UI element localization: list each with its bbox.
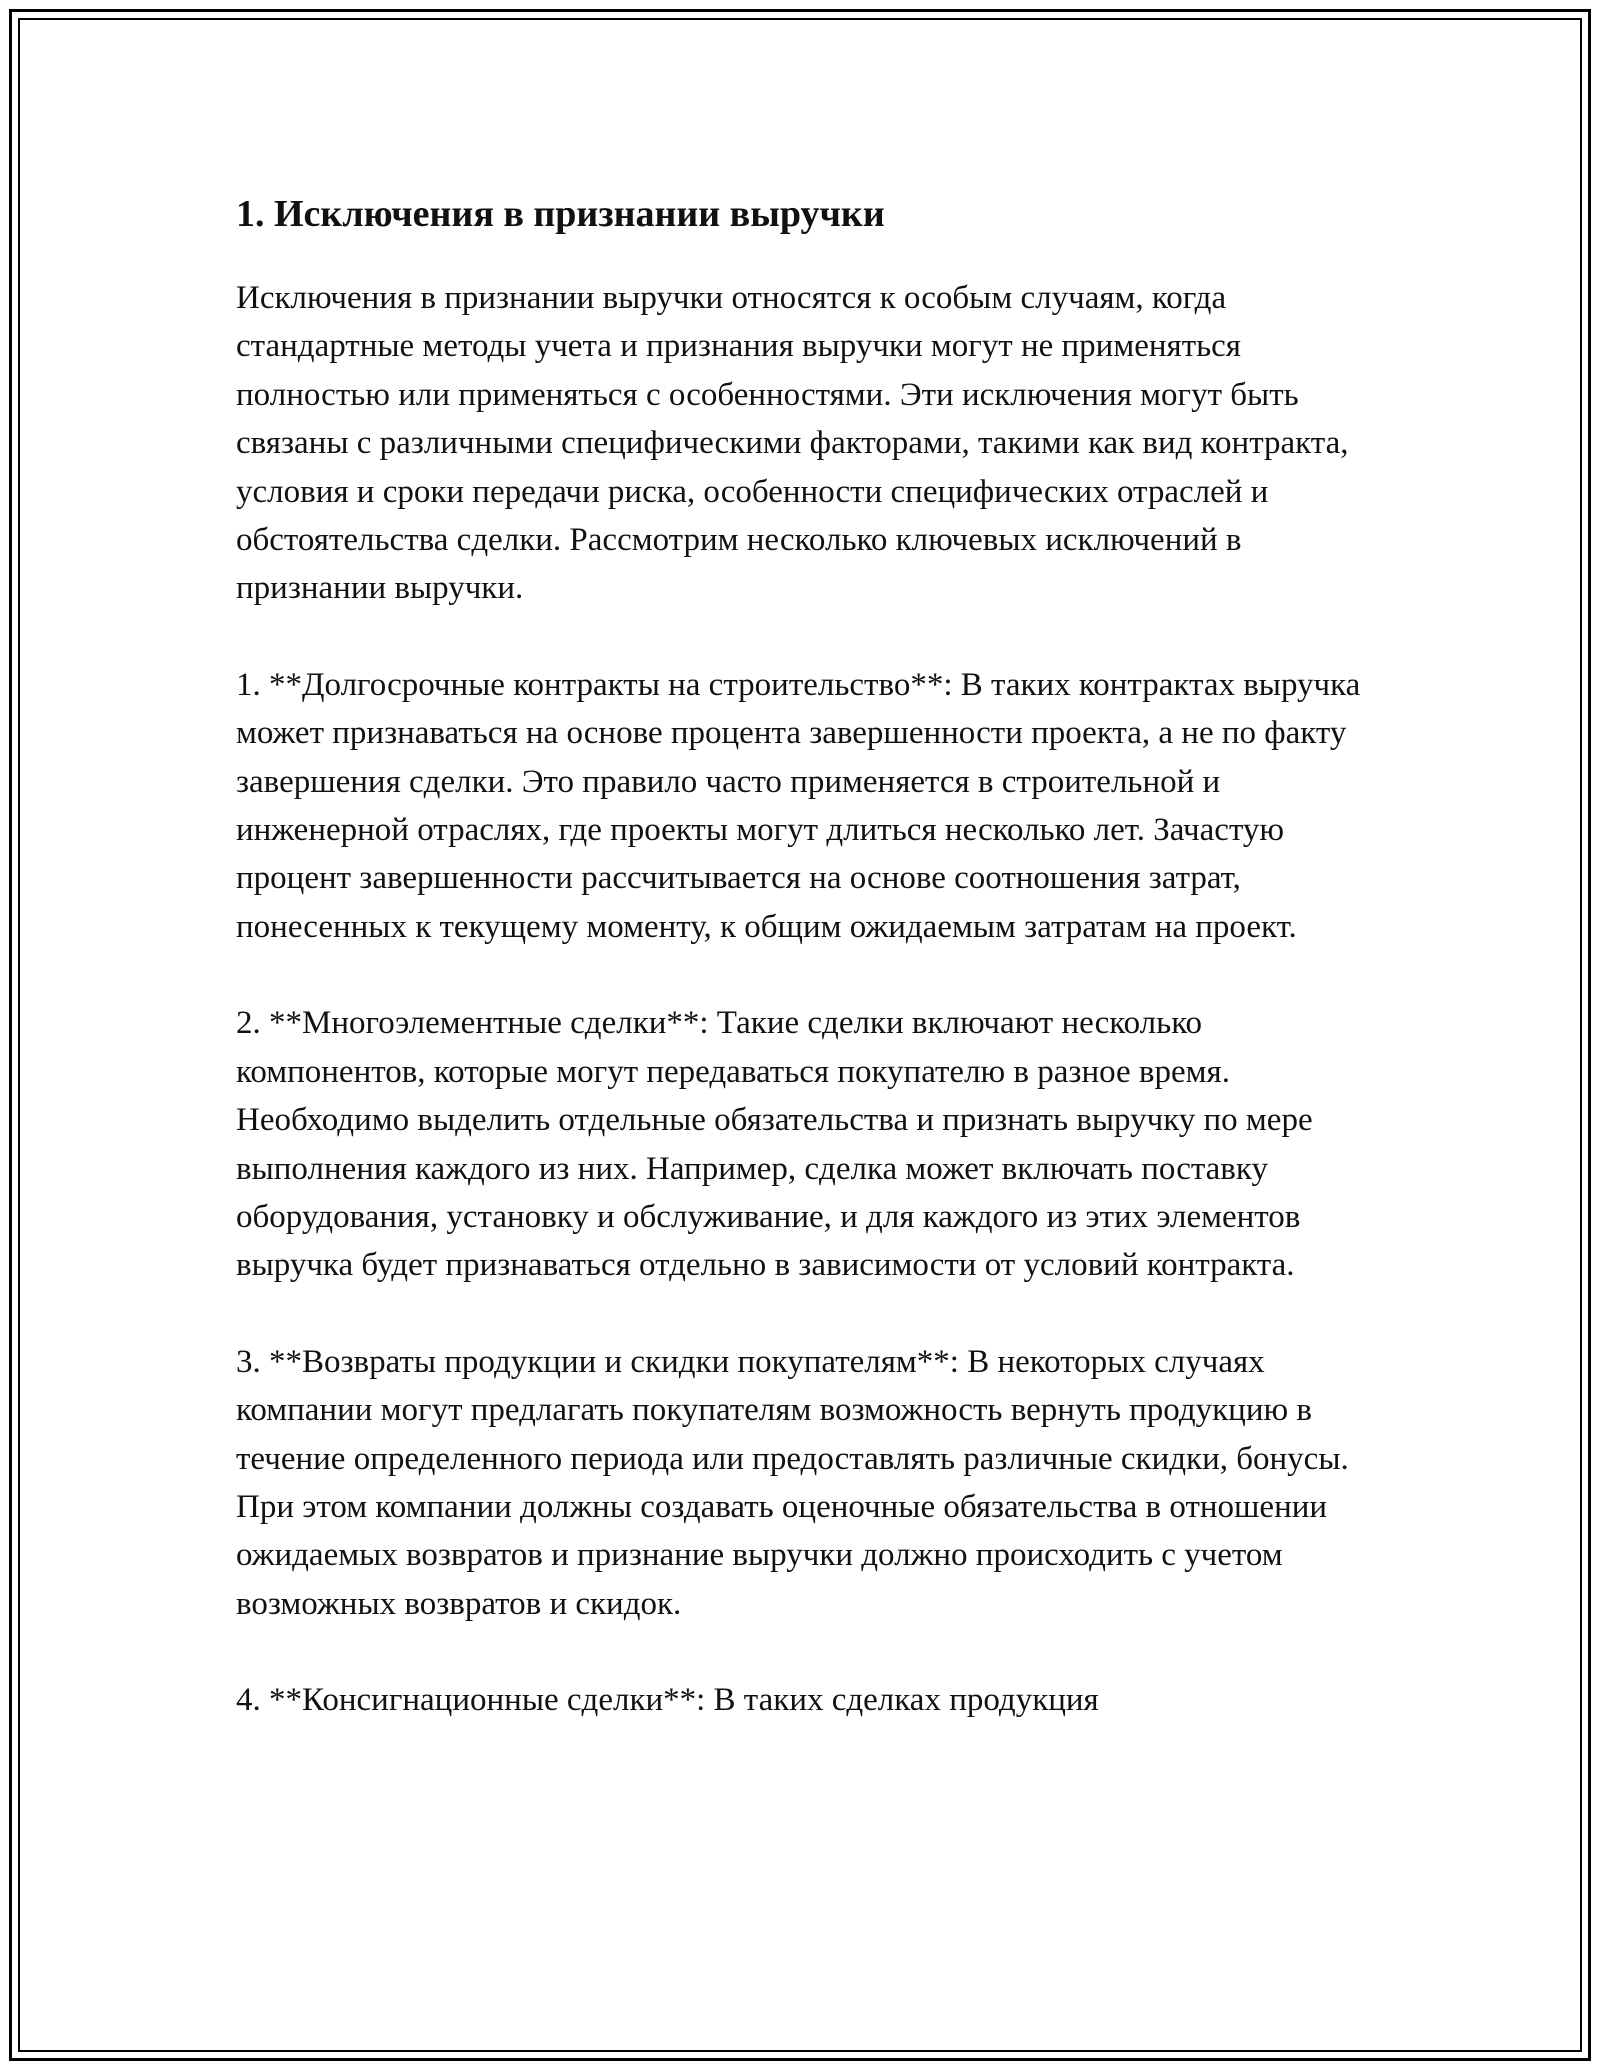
intro-paragraph: Исключения в признании выручки относятся к особым случаям, когда стандартные методы учета и признания выручки могут не применяться полностью или применяться с особенностями. Эти исключения могут быть связаны с различными специфическими факторами, такими как вид контракта, условия и сроки передачи риска, особенности специфических отраслей и обстоятельства сделки. Рассмотрим несколько ключевых исключений в признании выручки. [236, 280, 1349, 607]
list-item-returns-and-discounts: 3. **Возвраты продукции и скидки покупателям**: В некоторых случаях компании могут предлагать покупателям возможность вернуть продукцию в течение определенного периода или предоставлять различные скидки, бонусы. При этом компании должны создавать оценочные обязательства в отношении ожидаемых возвратов и признание выручки должно происходить с учетом возможных возвратов и скидок. [236, 1343, 1349, 1622]
document-body [236, 182, 1376, 1773]
section-title: 1. Исключения в признании выручки [236, 193, 885, 235]
list-item-long-term-contracts: 1. **Долгосрочные контракты на строительство**: В таких контрактах выручка может признаваться на основе процента завершенности проекта, а не по факту завершения сделки. Это правило часто применяется в строительной и инженерной отраслях, где проекты могут длиться несколько лет. Зачастую процент завершенности рассчитывается на основе соотношения затрат, понесенных к текущему моменту, к общим ожидаемым затратам на проект. [236, 666, 1361, 945]
list-item-consignment-deals: 4. **Консигнационные сделки**: В таких сделках продукция [236, 1682, 1099, 1719]
list-item-multi-element-deals: 2. **Многоэлементные сделки**: Такие сделки включают несколько компонентов, которые могут передаваться покупателю в разное время. Необходимо выделить отдельные обязательства и признать выручку по мере выполнения каждого из них. Например, сделка может включать поставку оборудования, установку и обслуживание, и для каждого из этих элементов выручка будет признаваться отдельно в зависимости от условий контракта. [236, 1005, 1313, 1284]
